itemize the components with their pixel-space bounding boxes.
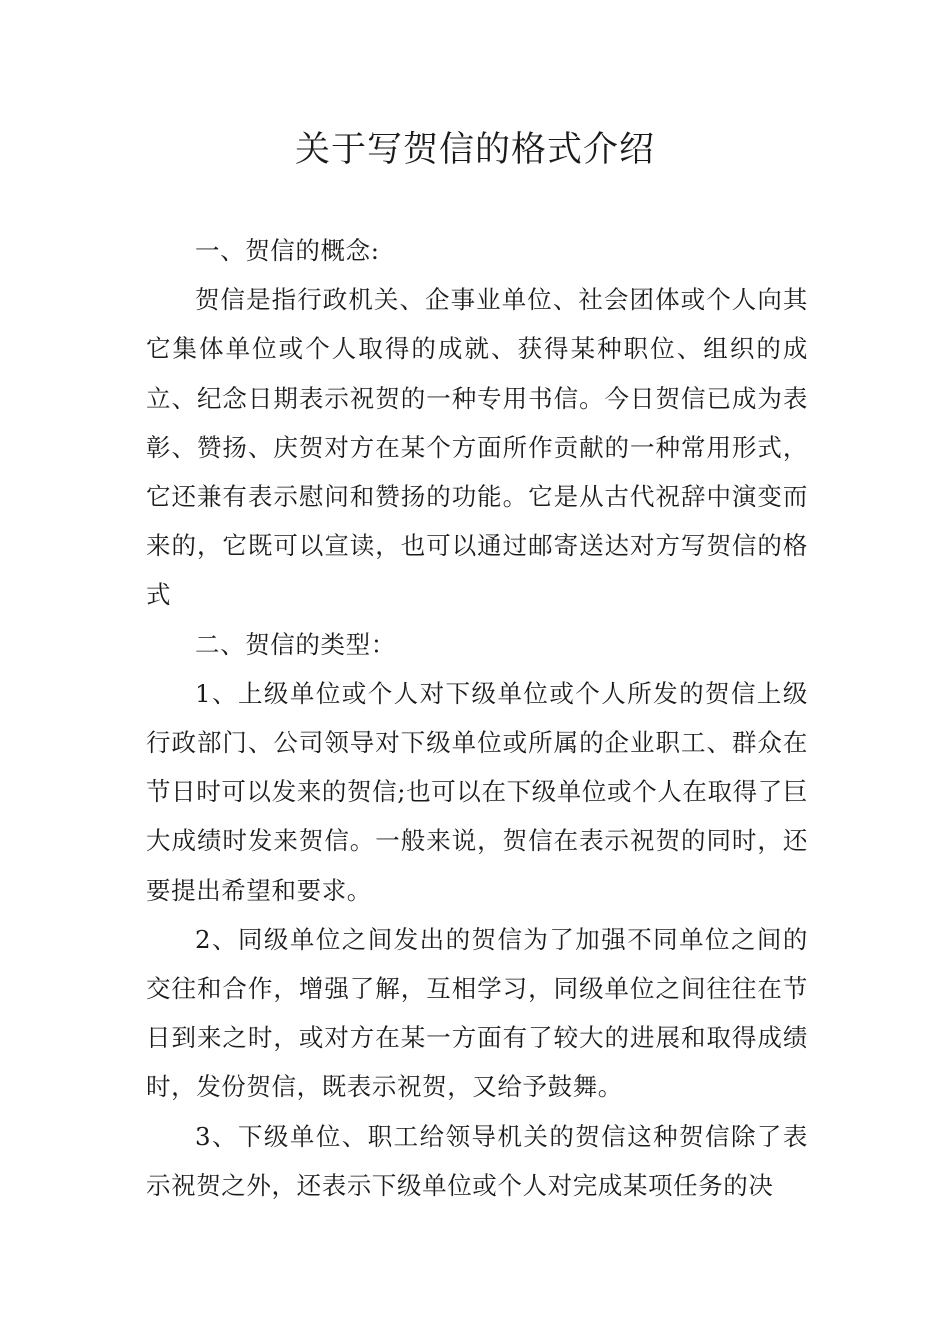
paragraph-type-2: 2、同级单位之间发出的贺信为了加强不同单位之间的交往和合作，增强了解，互相学习，同级单位之间往往在节日到来之时，或对方在某一方面有了较大的进展和取得成绩时，发份贺信，既表示祝贺，又给予鼓舞。 xyxy=(146,924,808,1102)
section-heading-types: 二、贺信的类型： xyxy=(195,629,396,659)
section-heading-concept: 一、贺信的概念: xyxy=(195,236,380,265)
document-body xyxy=(146,226,808,1210)
document-title: 关于写贺信的格式介绍 xyxy=(294,130,655,170)
paragraph-type-1: 1、上级单位或个人对下级单位或个人所发的贺信上级行政部门、公司领导对下级单位或所属的企业职工、群众在节日时可以发来的贺信;也可以在下级单位或个人在取得了巨大成绩时发来贺信。一般来说，贺信在表示祝贺的同时，还要提出希望和要求。 xyxy=(146,678,808,905)
paragraph-type-3: 3、下级单位、职工给领导机关的贺信这种贺信除了表示祝贺之外，还表示下级单位或个人对完成某项任务的决 xyxy=(146,1121,808,1200)
paragraph-definition: 贺信是指行政机关、企事业单位、社会团体或个人向其它集体单位或个人取得的成就、获得某种职位、组织的成立、纪念日期表示祝贺的一种专用书信。今日贺信已成为表彰、赞扬、庆贺对方在某个方面所作贡献的一种常用形式，它还兼有表示慰问和赞扬的功能。它是从古代祝辞中演变而来的，它既可以宣读，也可以通过邮寄送达对方写贺信的格式 xyxy=(146,285,808,610)
